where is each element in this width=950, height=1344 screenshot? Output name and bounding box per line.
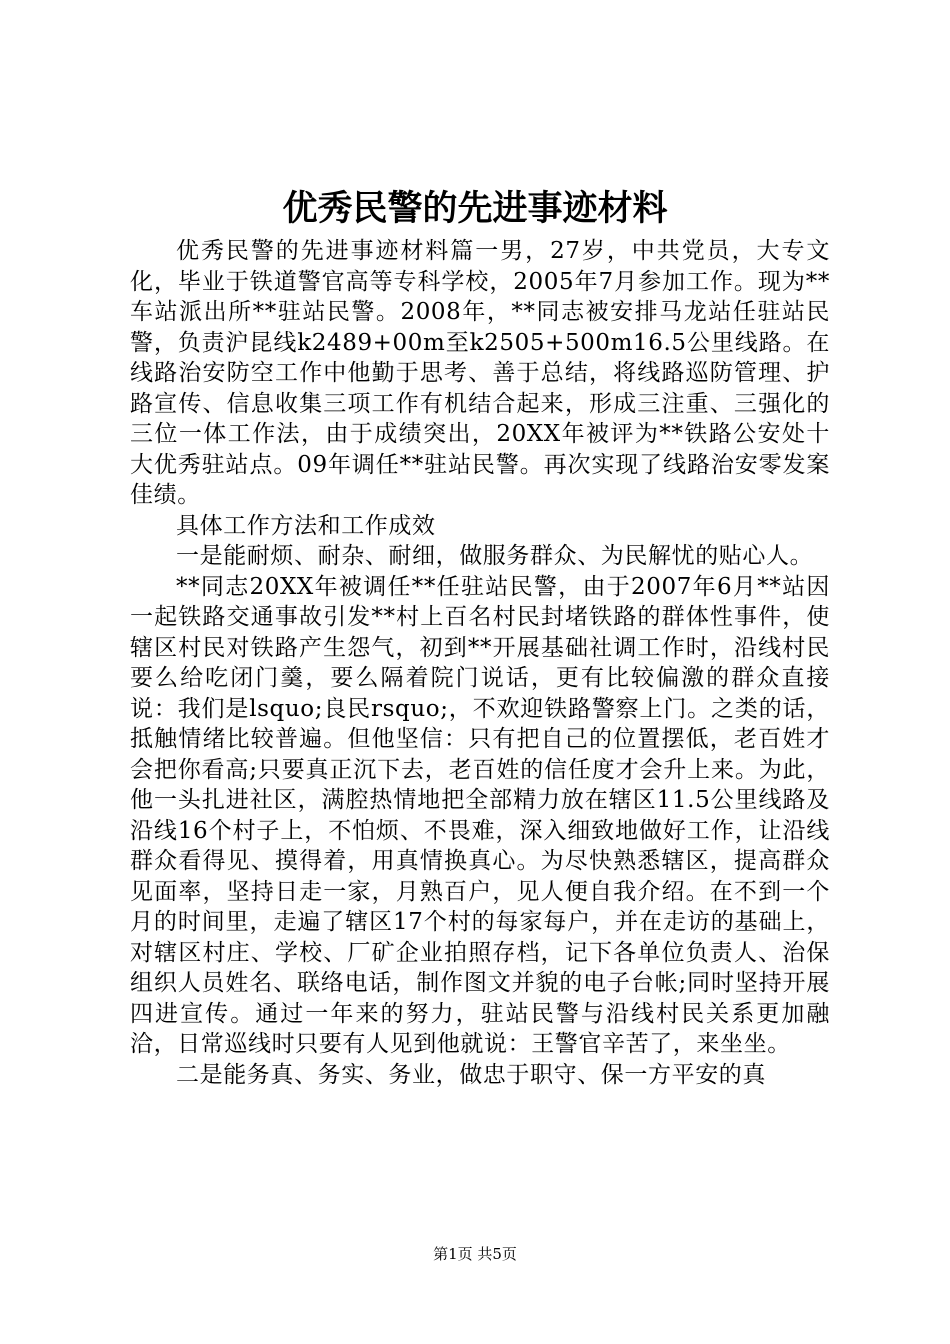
paragraph-section-heading: 具体工作方法和工作成效 bbox=[176, 512, 436, 539]
document-body bbox=[130, 236, 830, 1090]
paragraph-intro: 优秀民警的先进事迹材料篇一男，27岁，中共党员，大专文化，毕业于铁道警官高等专科学校，2005年7月参加工作。现为**车站派出所**驻站民警。2008年，**同志被安排马龙站任驻站民警，负责沪昆线k2489+00m至k2505+500m16.5公里线路。在线路治安防空工作中他勤于思考、善于总结，将线路巡防管理、护路宣传、信息收集三项工作有机结合起来，形成三注重、三强化的三位一体工作法，由于成绩突出，20XX年被评为**铁路公安处十大优秀驻站点。09年调任**驻站民警。再次实现了线路治安零发案佳绩。 bbox=[130, 238, 830, 508]
paragraph-point-two: 二是能务真、务实、务业，做忠于职守、保一方平安的真 bbox=[176, 1061, 766, 1088]
page-footer: 第1页 共5页 bbox=[433, 1245, 517, 1263]
paragraph-detail: **同志20XX年被调任**任驻站民警，由于2007年6月**站因一起铁路交通事故引发**村上百名村民封堵铁路的群体性事件，使辖区村民对铁路产生怨气，初到**开展基础社调工作时，沿线村民要么给吃闭门羹，要么隔着院门说话，更有比较偏激的群众直接说：我们是lsquo;良民rsquo;，不欢迎铁路警察上门。之类的话，抵触情绪比较普遍。但他坚信：只有把自己的位置摆低，老百姓才会把你看高;只要真正沉下去，老百姓的信任度才会升上来。为此，他一头扎进社区，满腔热情地把全部精力放在辖区11.5公里线路及沿线16个村子上，不怕烦、不畏难，深入细致地做好工作，让沿线群众看得见、摸得着，用真情换真心。为尽快熟悉辖区，提高群众见面率，坚持日走一家，月熟百户，见人便自我介绍。在不到一个月的时间里，走遍了辖区17个村的每家每户，并在走访的基础上，对辖区村庄、学校、厂矿企业拍照存档，记下各单位负责人、治保组织人员姓名、联络电话，制作图文并貌的电子台帐;同时坚持开展四进宣传。通过一年来的努力，驻站民警与沿线村民关系更加融洽，日常巡线时只要有人见到他就说：王警官辛苦了，来坐坐。 bbox=[130, 573, 830, 1057]
document-title: 优秀民警的先进事迹材料 bbox=[282, 188, 668, 229]
paragraph-point-one: 一是能耐烦、耐杂、耐细，做服务群众、为民解忧的贴心人。 bbox=[176, 543, 814, 569]
